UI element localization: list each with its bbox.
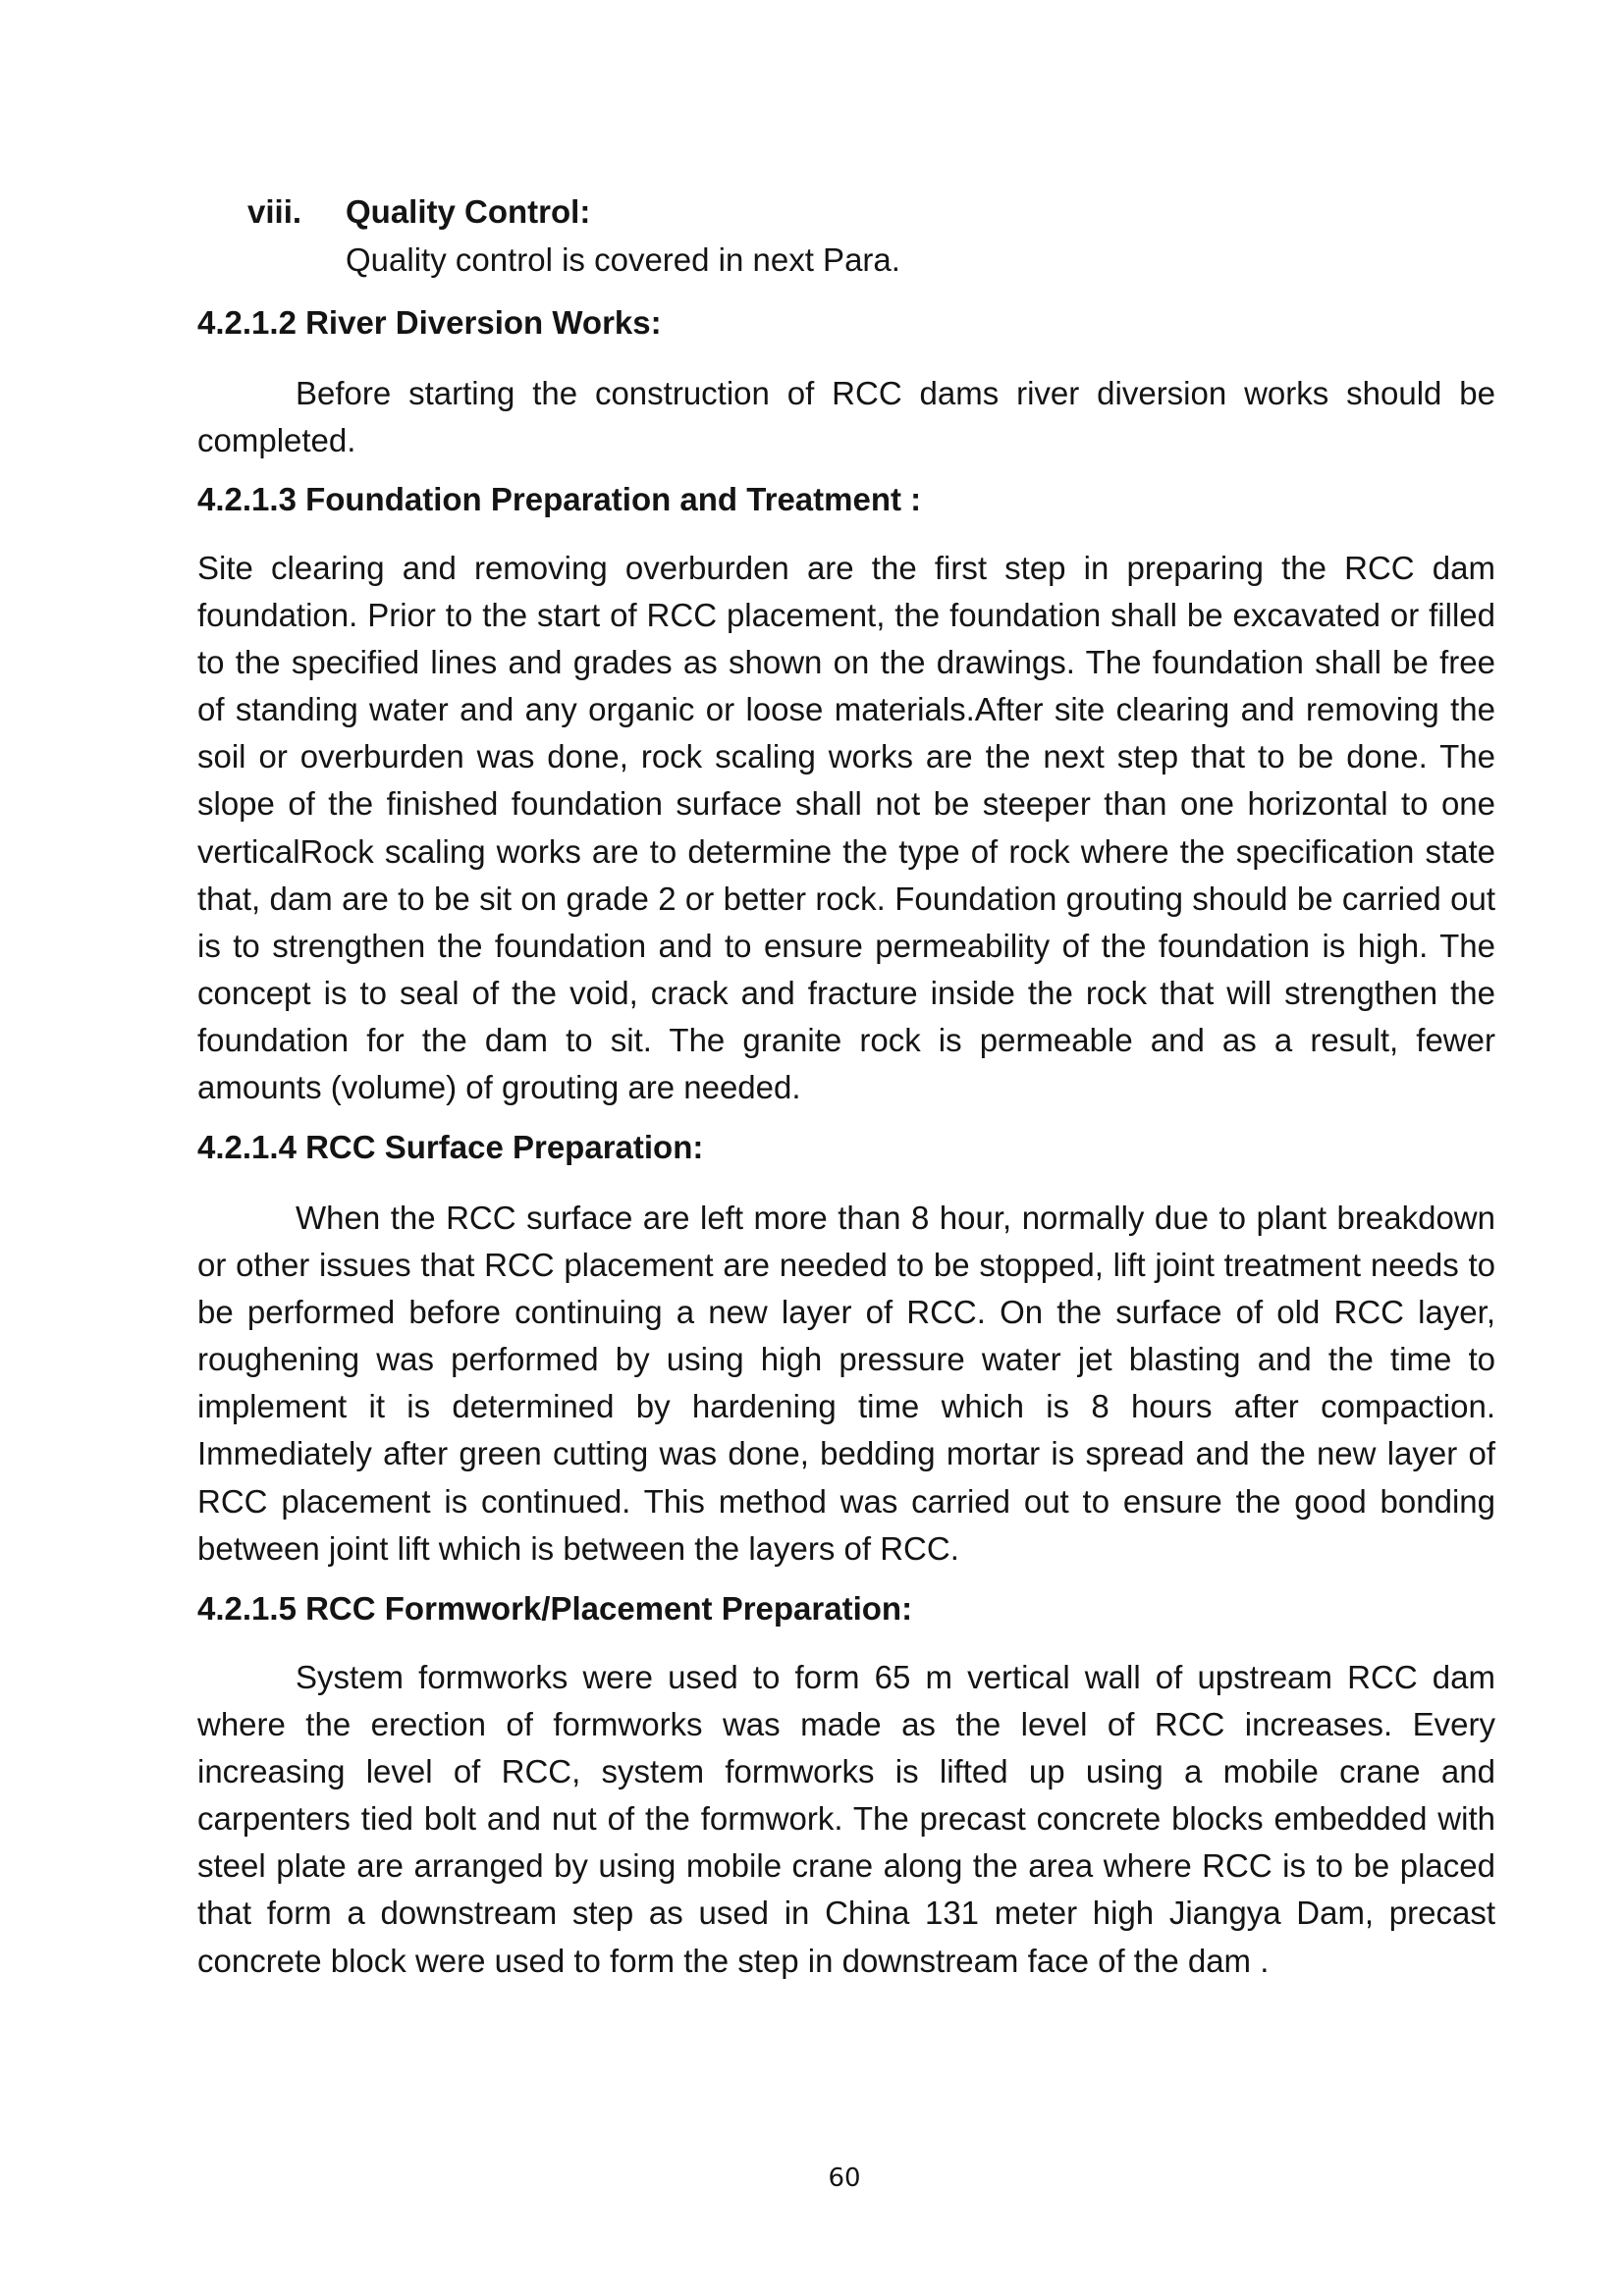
list-item-body: Quality control is covered in next Para. xyxy=(346,241,900,278)
list-item-title: Quality Control: xyxy=(346,193,591,230)
paragraph-foundation-preparation: Site clearing and removing overburden are the first step in preparing the RCC dam foundation. Prior to the start of RCC placement, the foundation shall be excavated or filled to the specified lines and grades as shown on the drawings. The foundation shall be free of standing water and any organic or loose materials.After site clearing and removing the soil or overburden was done, rock scaling works are the next step that to be done. The slope of the finished foundation surface shall not be steeper than one horizontal to one verticalRock scaling works are to determine the type of rock where the specification state that, dam are to be sit on grade 2 or better rock. Foundation grouting should be carried out is to strengthen the foundation and to ensure permeability of the foundation is high. The concept is to seal of the void, crack and fracture inside the rock that will strengthen the foundation for the dam to sit. The granite rock is permeable and as a result, fewer amounts (volume) of grouting are needed. xyxy=(197,550,1495,1106)
paragraph-rcc-surface-preparation: When the RCC surface are left more than 8 hour, normally due to plant breakdown or other issues that RCC placement are needed to be stopped, lift joint treatment needs to be performed before continuing a new layer of RCC. On the surface of old RCC layer, roughening was performed by using high pressure water jet blasting and the time to implement it is determined by hardening time which is 8 hours after compaction. Immediately after green cutting was done, bedding mortar is spread and the new layer of RCC placement is continued. This method was carried out to ensure the good bonding between joint lift which is between the layers of RCC. xyxy=(197,1200,1495,1567)
section-heading-rcc-surface-preparation: 4.2.1.4 RCC Surface Preparation: xyxy=(197,1129,704,1165)
paragraph-rcc-formwork: System formworks were used to form 65 m vertical wall of upstream RCC dam where the erection of formworks was made as the level of RCC increases. Every increasing level of RCC, system formworks is lifted up using a mobile crane and carpenters tied bolt and nut of the formwork. The precast concrete blocks embedded with steel plate are arranged by using mobile crane along the area where RCC is to be placed that form a downstream step as used in China 131 meter high Jiangya Dam, precast concrete block were used to form the step in downstream face of the dam . xyxy=(197,1659,1495,1979)
section-heading-river-diversion: 4.2.1.2 River Diversion Works: xyxy=(197,304,662,341)
paragraph-river-diversion: Before starting the construction of RCC dams river diversion works should be completed. xyxy=(197,375,1495,459)
section-heading-foundation-preparation: 4.2.1.3 Foundation Preparation and Treatment : xyxy=(197,481,922,517)
section-heading-rcc-formwork: 4.2.1.5 RCC Formwork/Placement Preparation: xyxy=(197,1590,913,1627)
list-item-number: viii. xyxy=(247,193,302,230)
page-number: 60 xyxy=(828,2163,861,2193)
